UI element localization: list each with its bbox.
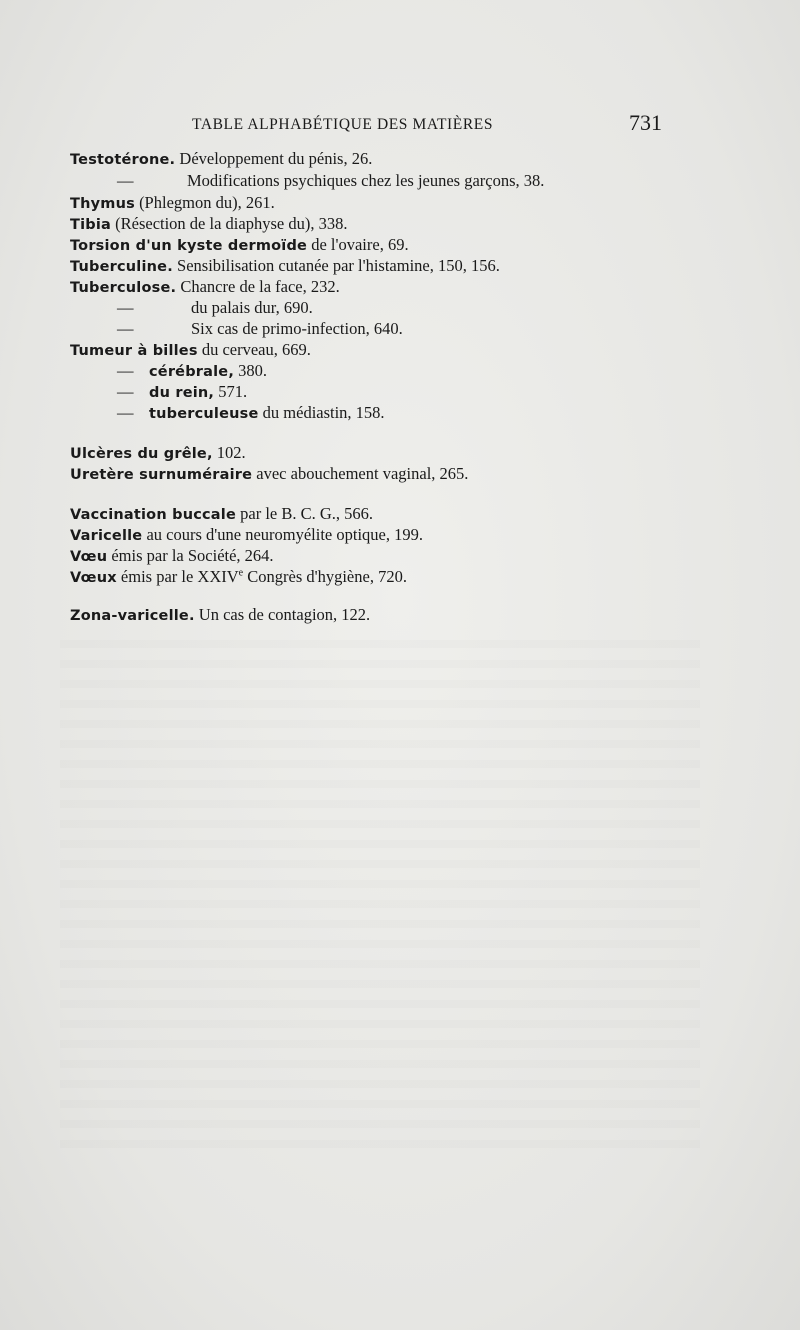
index-entry — [117, 381, 247, 403]
entry-keyword: Tuberculose. — [70, 280, 177, 296]
index-entry — [70, 503, 373, 525]
index-entry — [70, 545, 274, 567]
index-entry — [70, 442, 246, 464]
entry-text: du cerveau, 669. — [197, 340, 311, 359]
entry-keyword: Varicelle — [70, 528, 143, 544]
index-entry — [117, 318, 403, 340]
entry-keyword: Torsion d'un kyste dermoïde — [70, 238, 308, 254]
entry-keyword: Vaccination buccale — [70, 507, 236, 523]
index-entry — [70, 566, 407, 588]
entry-text: Un cas de contagion, 122. — [194, 605, 371, 624]
entry-dash: — — [117, 298, 134, 317]
entry-text: Six cas de primo-infection, 640. — [191, 319, 403, 338]
entry-keyword: Ulcères du grêle, — [70, 446, 213, 462]
index-entry — [70, 213, 347, 235]
entry-text: avec abouchement vaginal, 265. — [252, 464, 469, 483]
index-entry — [70, 524, 423, 546]
index-entry — [70, 276, 340, 298]
index-entry — [70, 234, 409, 256]
entry-keyword: Vœu — [70, 549, 108, 565]
entry-keyword: du rein, — [149, 385, 215, 401]
entry-dash: — — [117, 361, 134, 380]
entry-dash: — — [117, 171, 134, 190]
entry-keyword: Tibia — [70, 217, 111, 233]
entry-text: 380. — [234, 361, 268, 380]
index-entry — [70, 463, 468, 485]
entry-dash: — — [117, 382, 134, 401]
entry-text: de l'ovaire, 69. — [307, 235, 409, 254]
entry-text: (Résection de la diaphyse du), 338. — [111, 214, 348, 233]
entry-text: Développement du pénis, 26. — [175, 149, 373, 168]
page-number: 731 — [629, 110, 662, 135]
page-title: TABLE ALPHABÉTIQUE DES MATIÈRES — [192, 116, 494, 133]
entry-text: au cours d'une neuromyélite optique, 199. — [142, 525, 423, 544]
entry-text: Modifications psychiques chez les jeunes garçons, 38. — [187, 171, 545, 190]
entry-text: 571. — [214, 382, 248, 401]
index-entry — [117, 170, 544, 192]
entry-dash: — — [117, 403, 134, 422]
entry-keyword: Tuberculine. — [70, 259, 173, 275]
index-entry — [117, 297, 313, 319]
entry-keyword: Testotérone. — [70, 152, 176, 168]
entry-text: Chancre de la face, 232. — [176, 277, 340, 296]
entry-text: émis par le XXIV — [116, 567, 239, 586]
entry-text-tail: Congrès d'hygiène, 720. — [243, 567, 407, 586]
running-header — [0, 110, 800, 140]
index-entry — [117, 402, 385, 424]
entry-keyword: tuberculeuse — [149, 406, 259, 422]
entry-text: 102. — [212, 443, 246, 462]
entry-keyword: Zona-varicelle. — [70, 608, 195, 624]
index-entry — [70, 255, 500, 277]
entry-keyword: Thymus — [70, 196, 135, 212]
entry-keyword: cérébrale, — [149, 364, 235, 380]
entry-superscript: e — [238, 567, 244, 579]
entry-text: (Phlegmon du), 261. — [134, 193, 275, 212]
index-entry — [70, 339, 311, 361]
entry-keyword: Vœux — [70, 570, 117, 586]
entry-text: Sensibilisation cutanée par l'histamine, 150, 156. — [172, 256, 500, 275]
entry-dash: — — [117, 319, 134, 338]
entry-keyword: Tumeur à billes — [70, 343, 198, 359]
entry-text: du palais dur, 690. — [191, 298, 313, 317]
index-entry — [70, 148, 372, 170]
index-entry — [70, 192, 275, 214]
entry-text: du médiastin, 158. — [258, 403, 385, 422]
entry-keyword: Uretère surnuméraire — [70, 467, 253, 483]
entry-text: émis par la Société, 264. — [107, 546, 274, 565]
index-entry — [70, 604, 370, 626]
index-entry — [117, 360, 267, 382]
show-through-background — [60, 640, 700, 1160]
entry-text: par le B. C. G., 566. — [236, 504, 374, 523]
